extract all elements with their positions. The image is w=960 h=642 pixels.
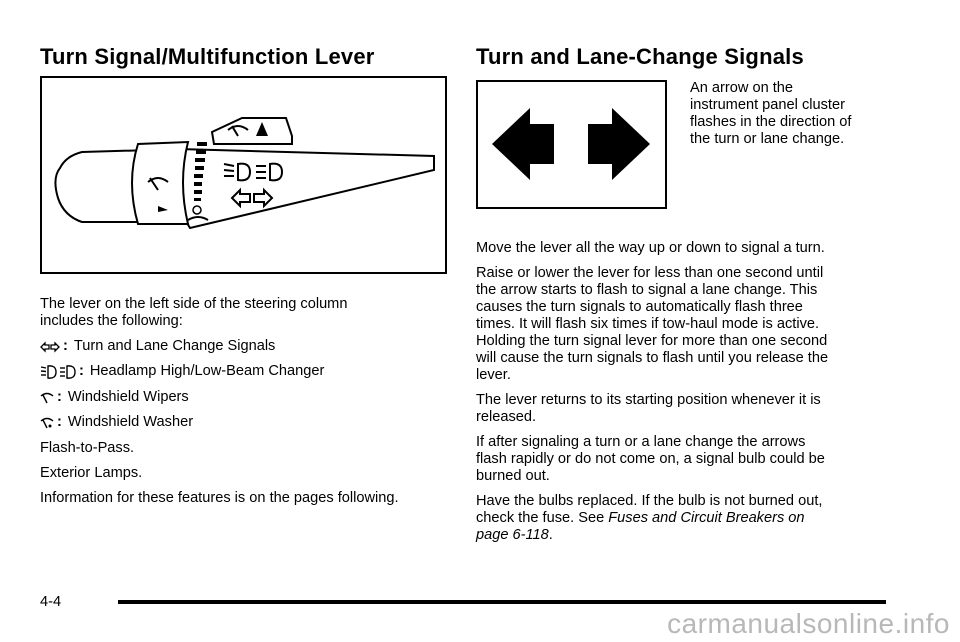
list-item-turn-signals	[40, 338, 275, 355]
list-item-washer	[40, 414, 193, 431]
paragraph-lever-returns-line: released.	[476, 409, 537, 425]
colon: :	[63, 338, 68, 354]
list-item-wipers	[40, 389, 189, 406]
list-item-headlamp-changer	[40, 363, 324, 380]
colon: :	[57, 389, 62, 405]
left-arrow-icon	[492, 108, 554, 180]
fuses-reference-link[interactable]: Fuses and Circuit Breakers on	[608, 510, 805, 526]
section-heading-turn-lane-signals: Turn and Lane-Change Signals	[476, 44, 804, 69]
paragraph-check-fuse-line2	[476, 510, 805, 527]
list-item-label: Turn and Lane Change Signals	[73, 338, 276, 354]
paragraph-lane-change-line: lever.	[476, 367, 511, 383]
paragraph-lane-change-line: will cause the turn signals to flash until you release the	[476, 350, 829, 366]
footer-rule	[118, 600, 886, 604]
paragraph-lever-returns-line: The lever returns to its starting position whenever it is	[476, 392, 821, 408]
paragraph-bulb-burned-line: flash rapidly or do not come on, a signal bulb could be	[476, 451, 825, 467]
colon: :	[57, 414, 62, 430]
turn-arrow-pair-drawing	[478, 82, 665, 207]
check-fuse-text: check the fuse. See	[476, 510, 609, 526]
windshield-washer-icon	[40, 416, 54, 430]
paragraph-lane-change-line: Holding the turn signal lever for more than one second	[476, 333, 828, 349]
page-reference-link[interactable]: page 6-118	[476, 527, 549, 543]
paragraph-check-fuse-line3	[476, 527, 553, 544]
intro-text-line2: includes the following:	[40, 313, 183, 329]
right-arrow-icon	[588, 108, 650, 180]
arrow-caption-line: An arrow on the	[690, 80, 794, 96]
list-item-label: Windshield Wipers	[67, 389, 189, 405]
watermark: carmanualsonline.info	[667, 608, 950, 639]
list-item-label: Windshield Washer	[67, 414, 194, 430]
period: .	[548, 527, 553, 543]
exterior-lamps-text: Exterior Lamps.	[40, 465, 143, 481]
colon: :	[79, 363, 84, 379]
turn-arrows-illustration	[476, 80, 667, 209]
paragraph-lane-change-line: Raise or lower the lever for less than one second until	[476, 265, 824, 281]
paragraph-lane-change-line: causes the turn signals to automatically flash three	[476, 299, 803, 315]
paragraph-lane-change-line: the arrow starts to flash to signal a lane change. This	[476, 282, 818, 298]
arrow-caption-line: flashes in the direction of	[690, 114, 852, 130]
flash-to-pass-text: Flash-to-Pass.	[40, 440, 135, 456]
lever-illustration	[40, 76, 447, 274]
headlamp-beam-icon	[40, 364, 76, 380]
info-text: Information for these features is on the pages following.	[40, 490, 399, 506]
turn-signal-arrows-icon	[40, 341, 60, 353]
arrow-caption-line: the turn or lane change.	[690, 131, 845, 147]
paragraph-bulb-burned-line: If after signaling a turn or a lane change the arrows	[476, 434, 806, 450]
arrow-caption-line: instrument panel cluster	[690, 97, 845, 113]
list-item-label: Headlamp High/Low-Beam Changer	[89, 363, 325, 379]
paragraph-bulb-burned-line: burned out.	[476, 468, 550, 484]
section-heading-turn-signal-lever: Turn Signal/Multifunction Lever	[40, 44, 375, 69]
page-number: 4-4	[40, 594, 62, 610]
windshield-wiper-icon	[40, 391, 54, 405]
paragraph-check-fuse-line1: Have the bulbs replaced. If the bulb is not burned out,	[476, 493, 823, 509]
multifunction-lever-drawing	[42, 78, 445, 272]
paragraph-move-lever: Move the lever all the way up or down to signal a turn.	[476, 240, 825, 256]
paragraph-lane-change-line: times. It will flash six times if tow-haul mode is active.	[476, 316, 820, 332]
intro-text-line1: The lever on the left side of the steering column	[40, 296, 348, 312]
